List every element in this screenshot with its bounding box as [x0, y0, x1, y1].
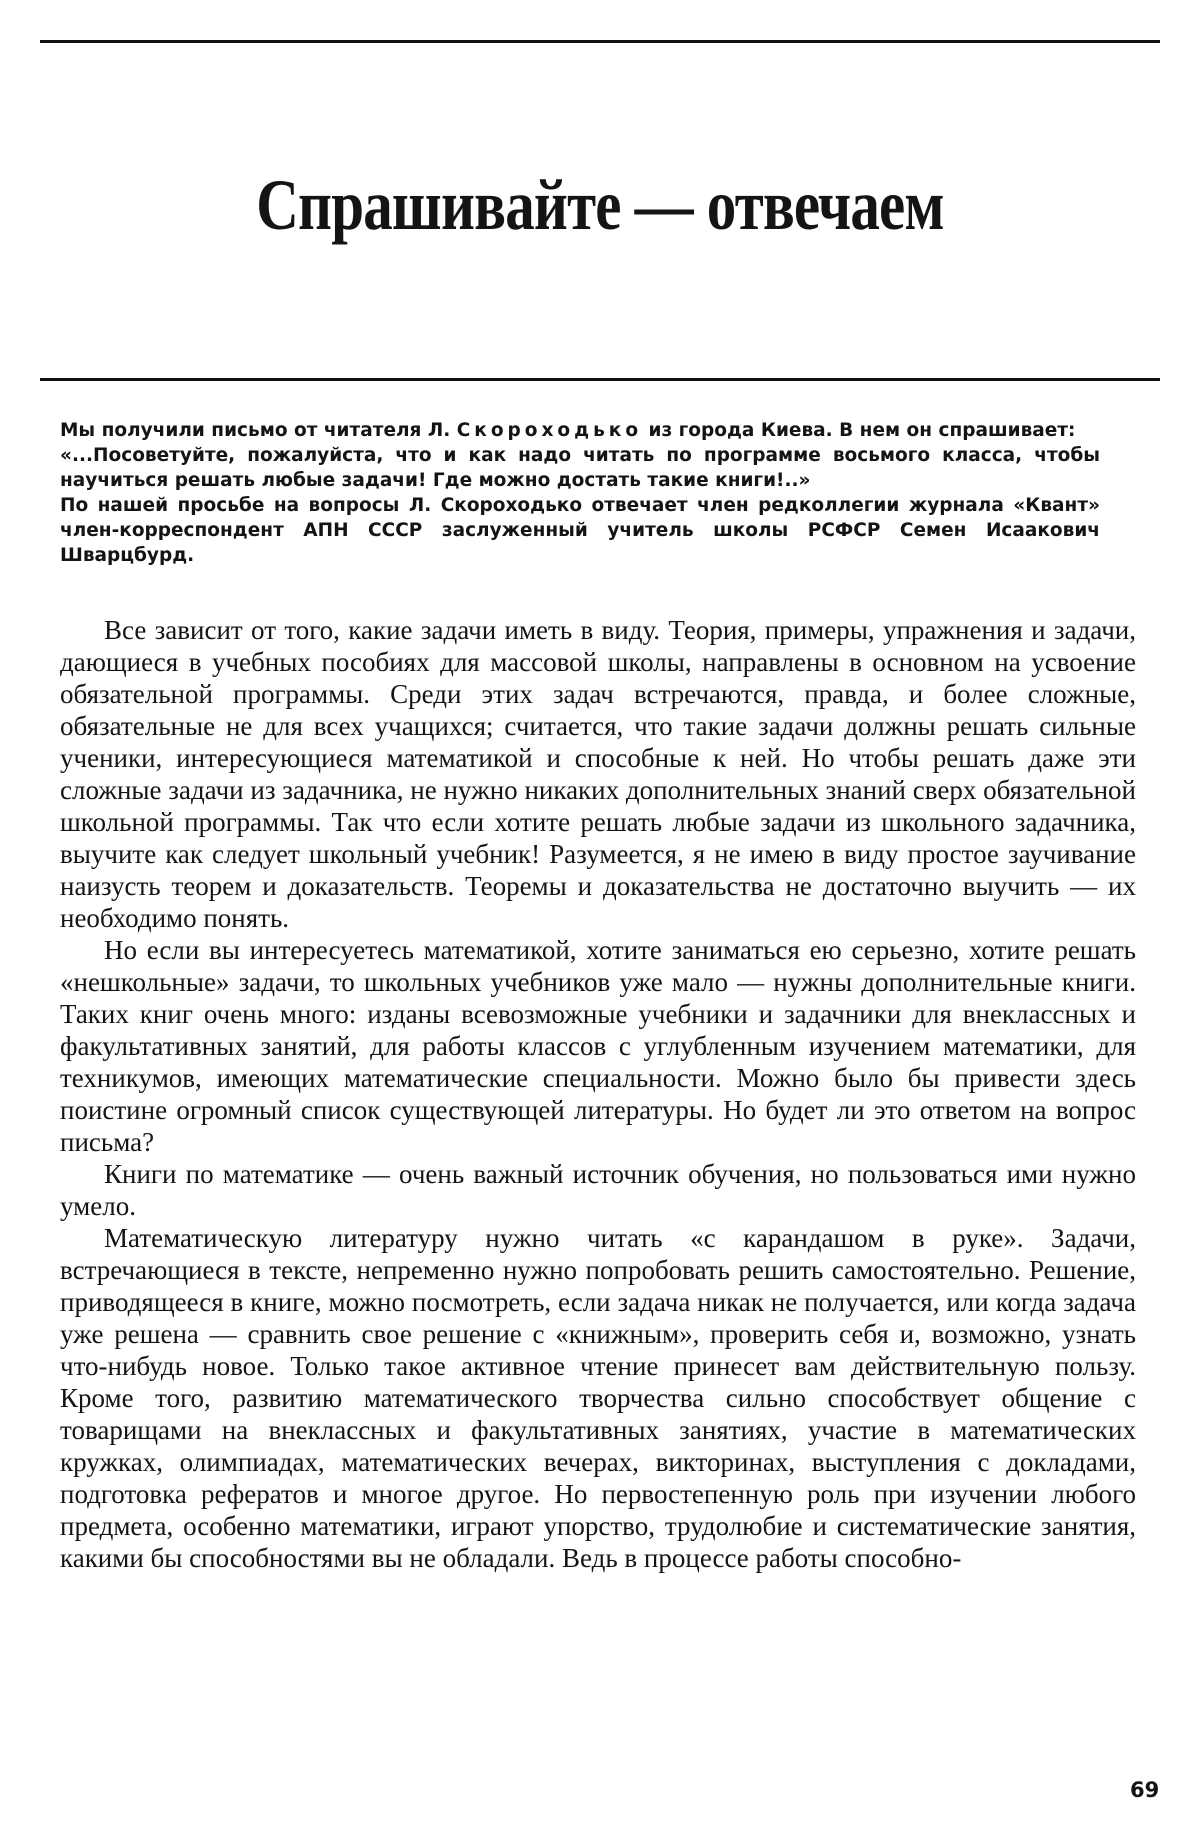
page-number: 69 — [1130, 1778, 1160, 1802]
intro-paragraph-3: По нашей просьбе на вопросы Л. Скороходько отвечает член редколлегии журнала «Квант» член-корреспондент АПН СССР заслуженный учитель школы РСФСР Семен Исаакович Шварцбурд. — [60, 495, 1100, 566]
editorial-intro — [60, 418, 1100, 568]
article-paragraph-4: Математическую литературу нужно читать «с карандашом в руке». Задачи, встречающиеся в тексте, непременно нужно попробовать решить самостоятельно. Решение, приводящееся в книге, можно посмотреть, если задача никак не получается, или когда задача уже решена — сравнить свое решение с «книжным», проверить себя и, возможно, узнать что-нибудь новое. Только такое активное чтение принесет вам действительную пользу. Кроме того, развитию математического творчества сильно способствует общение с товарищами на внеклассных и факультативных занятиях, участие в математических кружках, олимпиадах, математических вечерах, викторинах, выступления с докладами, подготовка рефератов и многое другое. Но первостепенную роль при изучении любого предмета, особенно математики, играют упорство, трудолюбие и систематические занятия, какими бы способностями вы не обладали. Ведь в процессе работы способно- — [60, 1223, 1136, 1573]
top-rule — [40, 40, 1160, 43]
intro-paragraph-1 — [60, 418, 1100, 443]
article-paragraph-1: Все зависит от того, какие задачи иметь в виду. Теория, примеры, упражнения и задачи, дающиеся в учебных пособиях для массовой школы, направлены в основном на усвоение обязательной программы. Среди этих задач встречаются, правда, и более сложные, обязательные не для всех учащихся; считается, что такие задачи должны решать сильные ученики, интересующиеся математикой и способные к ней. Но чтобы решать даже эти сложные задачи из задачника, не нужно никаких дополнительных знаний сверх обязательной школьной программы. Так что если хотите решать любые задачи из школьного задачника, выучите как следует школьный учебник! Разумеется, я не имею в виду простое заучивание наизусть теорем и доказательств. Теоремы и доказательства не достаточно выучить — их необходимо понять. — [60, 615, 1136, 933]
intro-text: Мы получили письмо от читателя Л. — [60, 420, 457, 441]
article-paragraph-2: Но если вы интересуетесь математикой, хотите заниматься ею серьезно, хотите решать «нешкольные» задачи, то школьных учебников уже мало — нужны дополнительные книги. Таких книг очень много: изданы всевозможные учебники и задачники для внеклассных и факультативных занятий, для работы классов с углубленным изучением математики, для техникумов, имеющих математические специальности. Можно было бы привести здесь поистине огромный список существующей литературы. Но будет ли это ответом на вопрос письма? — [60, 935, 1136, 1157]
page-title: Спрашивайте — отвечаем — [256, 165, 944, 245]
article-body — [60, 614, 1136, 1574]
article-paragraph-3: Книги по математике — очень важный источник обучения, но пользоваться ими нужно умело. — [60, 1159, 1136, 1221]
header-rule — [40, 378, 1160, 381]
intro-text: из города Киева. В нем он спрашивает: — [642, 420, 1076, 441]
intro-paragraph-2: «...Посоветуйте, пожалуйста, что и как надо читать по программе восьмого класса, чтобы научиться решать любые задачи! Где можно достать такие книги!..» — [60, 445, 1100, 491]
reader-name: Скороходько — [456, 420, 643, 441]
